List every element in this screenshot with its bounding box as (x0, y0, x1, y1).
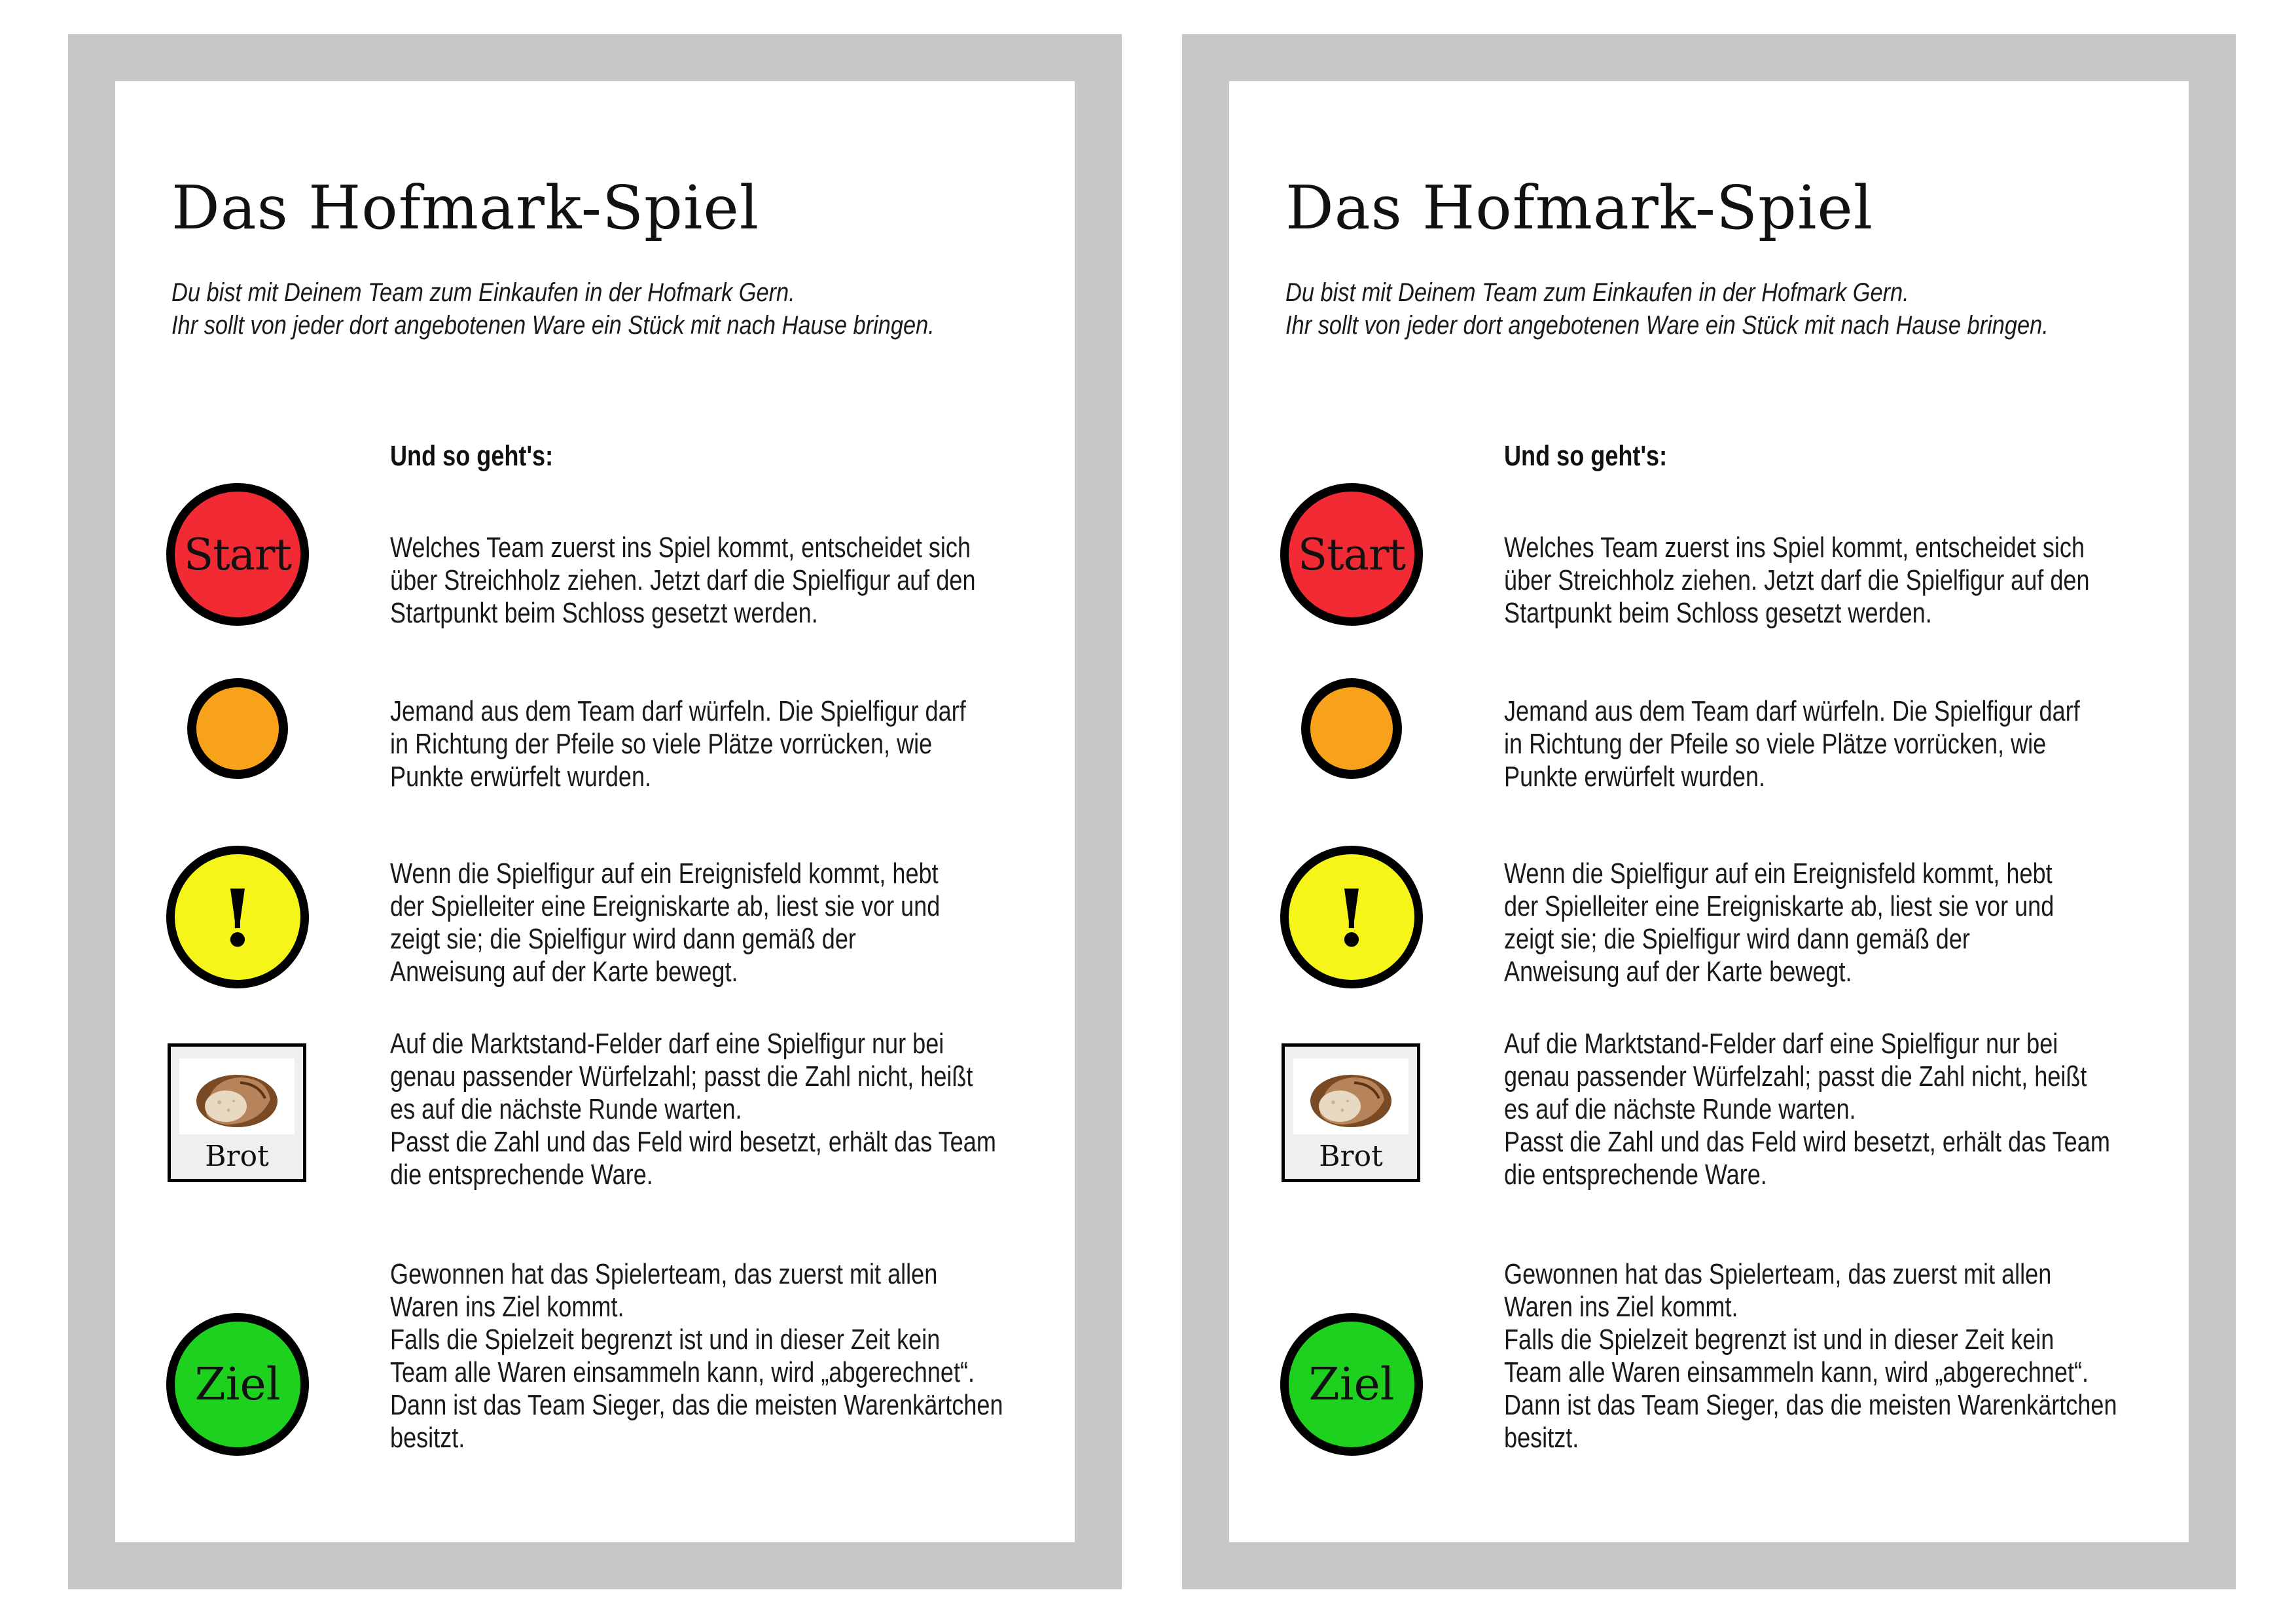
intro-text (1285, 276, 2176, 342)
start-icon-label: Start (1297, 529, 1406, 580)
rule-start-text (1504, 532, 2148, 630)
exclamation-mark: ! (220, 872, 255, 965)
goal-circle-icon (1280, 1313, 1423, 1456)
rule-goal-text (1504, 1258, 2148, 1454)
rule-line: besitzt. (1504, 1422, 1579, 1454)
rule-line: Wenn die Spielfigur auf ein Ereignisfeld kommt, hebt (390, 857, 939, 890)
rule-line: Punkte erwürfelt wurden. (390, 761, 652, 793)
exclamation-mark: ! (1334, 872, 1369, 965)
rule-line: Team alle Waren einsammeln kann, wird „abgerechnet“. (1504, 1356, 2089, 1388)
rule-line: der Spielleiter eine Ereigniskarte ab, liest sie vor und (1504, 890, 2054, 922)
market-label: Brot (1319, 1140, 1383, 1173)
intro-line: Du bist mit Deinem Team zum Einkaufen in der Hofmark Gern. (171, 278, 795, 307)
rules-sheet (1229, 81, 2189, 1542)
rule-line: Anweisung auf der Karte bewegt. (390, 956, 738, 988)
rule-line: es auf die nächste Runde warten. (390, 1093, 742, 1125)
rule-event-text (1504, 857, 2148, 988)
rule-line: Dann ist das Team Sieger, das die meisten Warenkärtchen (1504, 1389, 2117, 1421)
bread-market-icon (1282, 1043, 1420, 1182)
rule-goal-text (390, 1258, 1034, 1454)
rule-line: Punkte erwürfelt wurden. (1504, 761, 1766, 793)
exclamation-circle-icon (1280, 846, 1423, 988)
page-title: Das Hofmark-Spiel (171, 173, 760, 243)
orange-dot-icon (1301, 678, 1402, 779)
rule-line: Team alle Waren einsammeln kann, wird „abgerechnet“. (390, 1356, 975, 1388)
rule-line: Falls die Spielzeit begrenzt ist und in dieser Zeit kein (1504, 1324, 2054, 1356)
rule-line: Startpunkt beim Schloss gesetzt werden. (390, 597, 818, 629)
rule-line: es auf die nächste Runde warten. (1504, 1093, 1856, 1125)
rule-line: über Streichholz ziehen. Jetzt darf die Spielfigur auf den (390, 564, 976, 596)
rule-market-text (1504, 1028, 2148, 1191)
bread-image (1293, 1058, 1408, 1134)
rule-line: genau passender Würfelzahl; passt die Zahl nicht, heißt (390, 1060, 973, 1092)
rule-line: Jemand aus dem Team darf würfeln. Die Spielfigur darf (390, 695, 966, 727)
rule-line: Welches Team zuerst ins Spiel kommt, entscheidet sich (390, 532, 971, 564)
goal-icon-label: Ziel (1308, 1358, 1395, 1411)
rule-line: in Richtung der Pfeile so viele Plätze vorrücken, wie (1504, 728, 2047, 760)
rule-line: Auf die Marktstand-Felder darf eine Spielfigur nur bei (1504, 1028, 2058, 1060)
page-title: Das Hofmark-Spiel (1285, 173, 1874, 243)
rule-line: Falls die Spielzeit begrenzt ist und in dieser Zeit kein (390, 1324, 941, 1356)
rule-line: die entsprechende Ware. (1504, 1159, 1767, 1191)
rule-line: Passt die Zahl und das Feld wird besetzt, erhält das Team (1504, 1126, 2110, 1158)
rule-line: genau passender Würfelzahl; passt die Zahl nicht, heißt (1504, 1060, 2087, 1092)
intro-line: Du bist mit Deinem Team zum Einkaufen in der Hofmark Gern. (1285, 278, 1909, 307)
rule-line: zeigt sie; die Spielfigur wird dann gemäß der (390, 923, 856, 955)
orange-dot-icon (187, 678, 288, 779)
rule-line: Auf die Marktstand-Felder darf eine Spielfigur nur bei (390, 1028, 944, 1060)
bread-market-icon (168, 1043, 306, 1182)
rule-line: Gewonnen hat das Spielerteam, das zuerst mit allen (390, 1258, 938, 1290)
intro-text (171, 276, 1062, 342)
rule-line: Passt die Zahl und das Feld wird besetzt, erhält das Team (390, 1126, 996, 1158)
rule-line: in Richtung der Pfeile so viele Plätze vorrücken, wie (390, 728, 933, 760)
howto-heading: Und so geht's: (390, 440, 554, 472)
rules-sheet (115, 81, 1075, 1542)
rule-line: besitzt. (390, 1422, 465, 1454)
rule-market-text (390, 1028, 1034, 1191)
game-rules-card-right (1182, 34, 2236, 1589)
rule-line: die entsprechende Ware. (390, 1159, 653, 1191)
rule-line: zeigt sie; die Spielfigur wird dann gemäß der (1504, 923, 1970, 955)
rule-line: Wenn die Spielfigur auf ein Ereignisfeld kommt, hebt (1504, 857, 2053, 890)
rule-line: Anweisung auf der Karte bewegt. (1504, 956, 1852, 988)
start-circle-icon (1280, 483, 1423, 626)
game-rules-card-left (68, 34, 1122, 1589)
rule-line: Gewonnen hat das Spielerteam, das zuerst mit allen (1504, 1258, 2052, 1290)
howto-heading: Und so geht's: (1504, 440, 1668, 472)
rule-line: Waren ins Ziel kommt. (1504, 1291, 1738, 1323)
rule-dice-text (390, 695, 1034, 793)
rule-start-text (390, 532, 1034, 630)
rule-line: Welches Team zuerst ins Spiel kommt, entscheidet sich (1504, 532, 2085, 564)
rule-line: Dann ist das Team Sieger, das die meisten Warenkärtchen (390, 1389, 1003, 1421)
rule-line: Startpunkt beim Schloss gesetzt werden. (1504, 597, 1932, 629)
exclamation-circle-icon (166, 846, 309, 988)
start-circle-icon (166, 483, 309, 626)
goal-icon-label: Ziel (194, 1358, 281, 1411)
goal-circle-icon (166, 1313, 309, 1456)
rule-line: der Spielleiter eine Ereigniskarte ab, liest sie vor und (390, 890, 941, 922)
market-label: Brot (205, 1140, 269, 1173)
intro-line: Ihr sollt von jeder dort angebotenen Ware ein Stück mit nach Hause bringen. (1285, 311, 2049, 340)
rule-line: Waren ins Ziel kommt. (390, 1291, 624, 1323)
bread-image (179, 1058, 295, 1134)
rule-line: Jemand aus dem Team darf würfeln. Die Spielfigur darf (1504, 695, 2080, 727)
rule-event-text (390, 857, 1034, 988)
rule-line: über Streichholz ziehen. Jetzt darf die Spielfigur auf den (1504, 564, 2090, 596)
rule-dice-text (1504, 695, 2148, 793)
intro-line: Ihr sollt von jeder dort angebotenen Ware ein Stück mit nach Hause bringen. (171, 311, 935, 340)
start-icon-label: Start (183, 529, 292, 580)
